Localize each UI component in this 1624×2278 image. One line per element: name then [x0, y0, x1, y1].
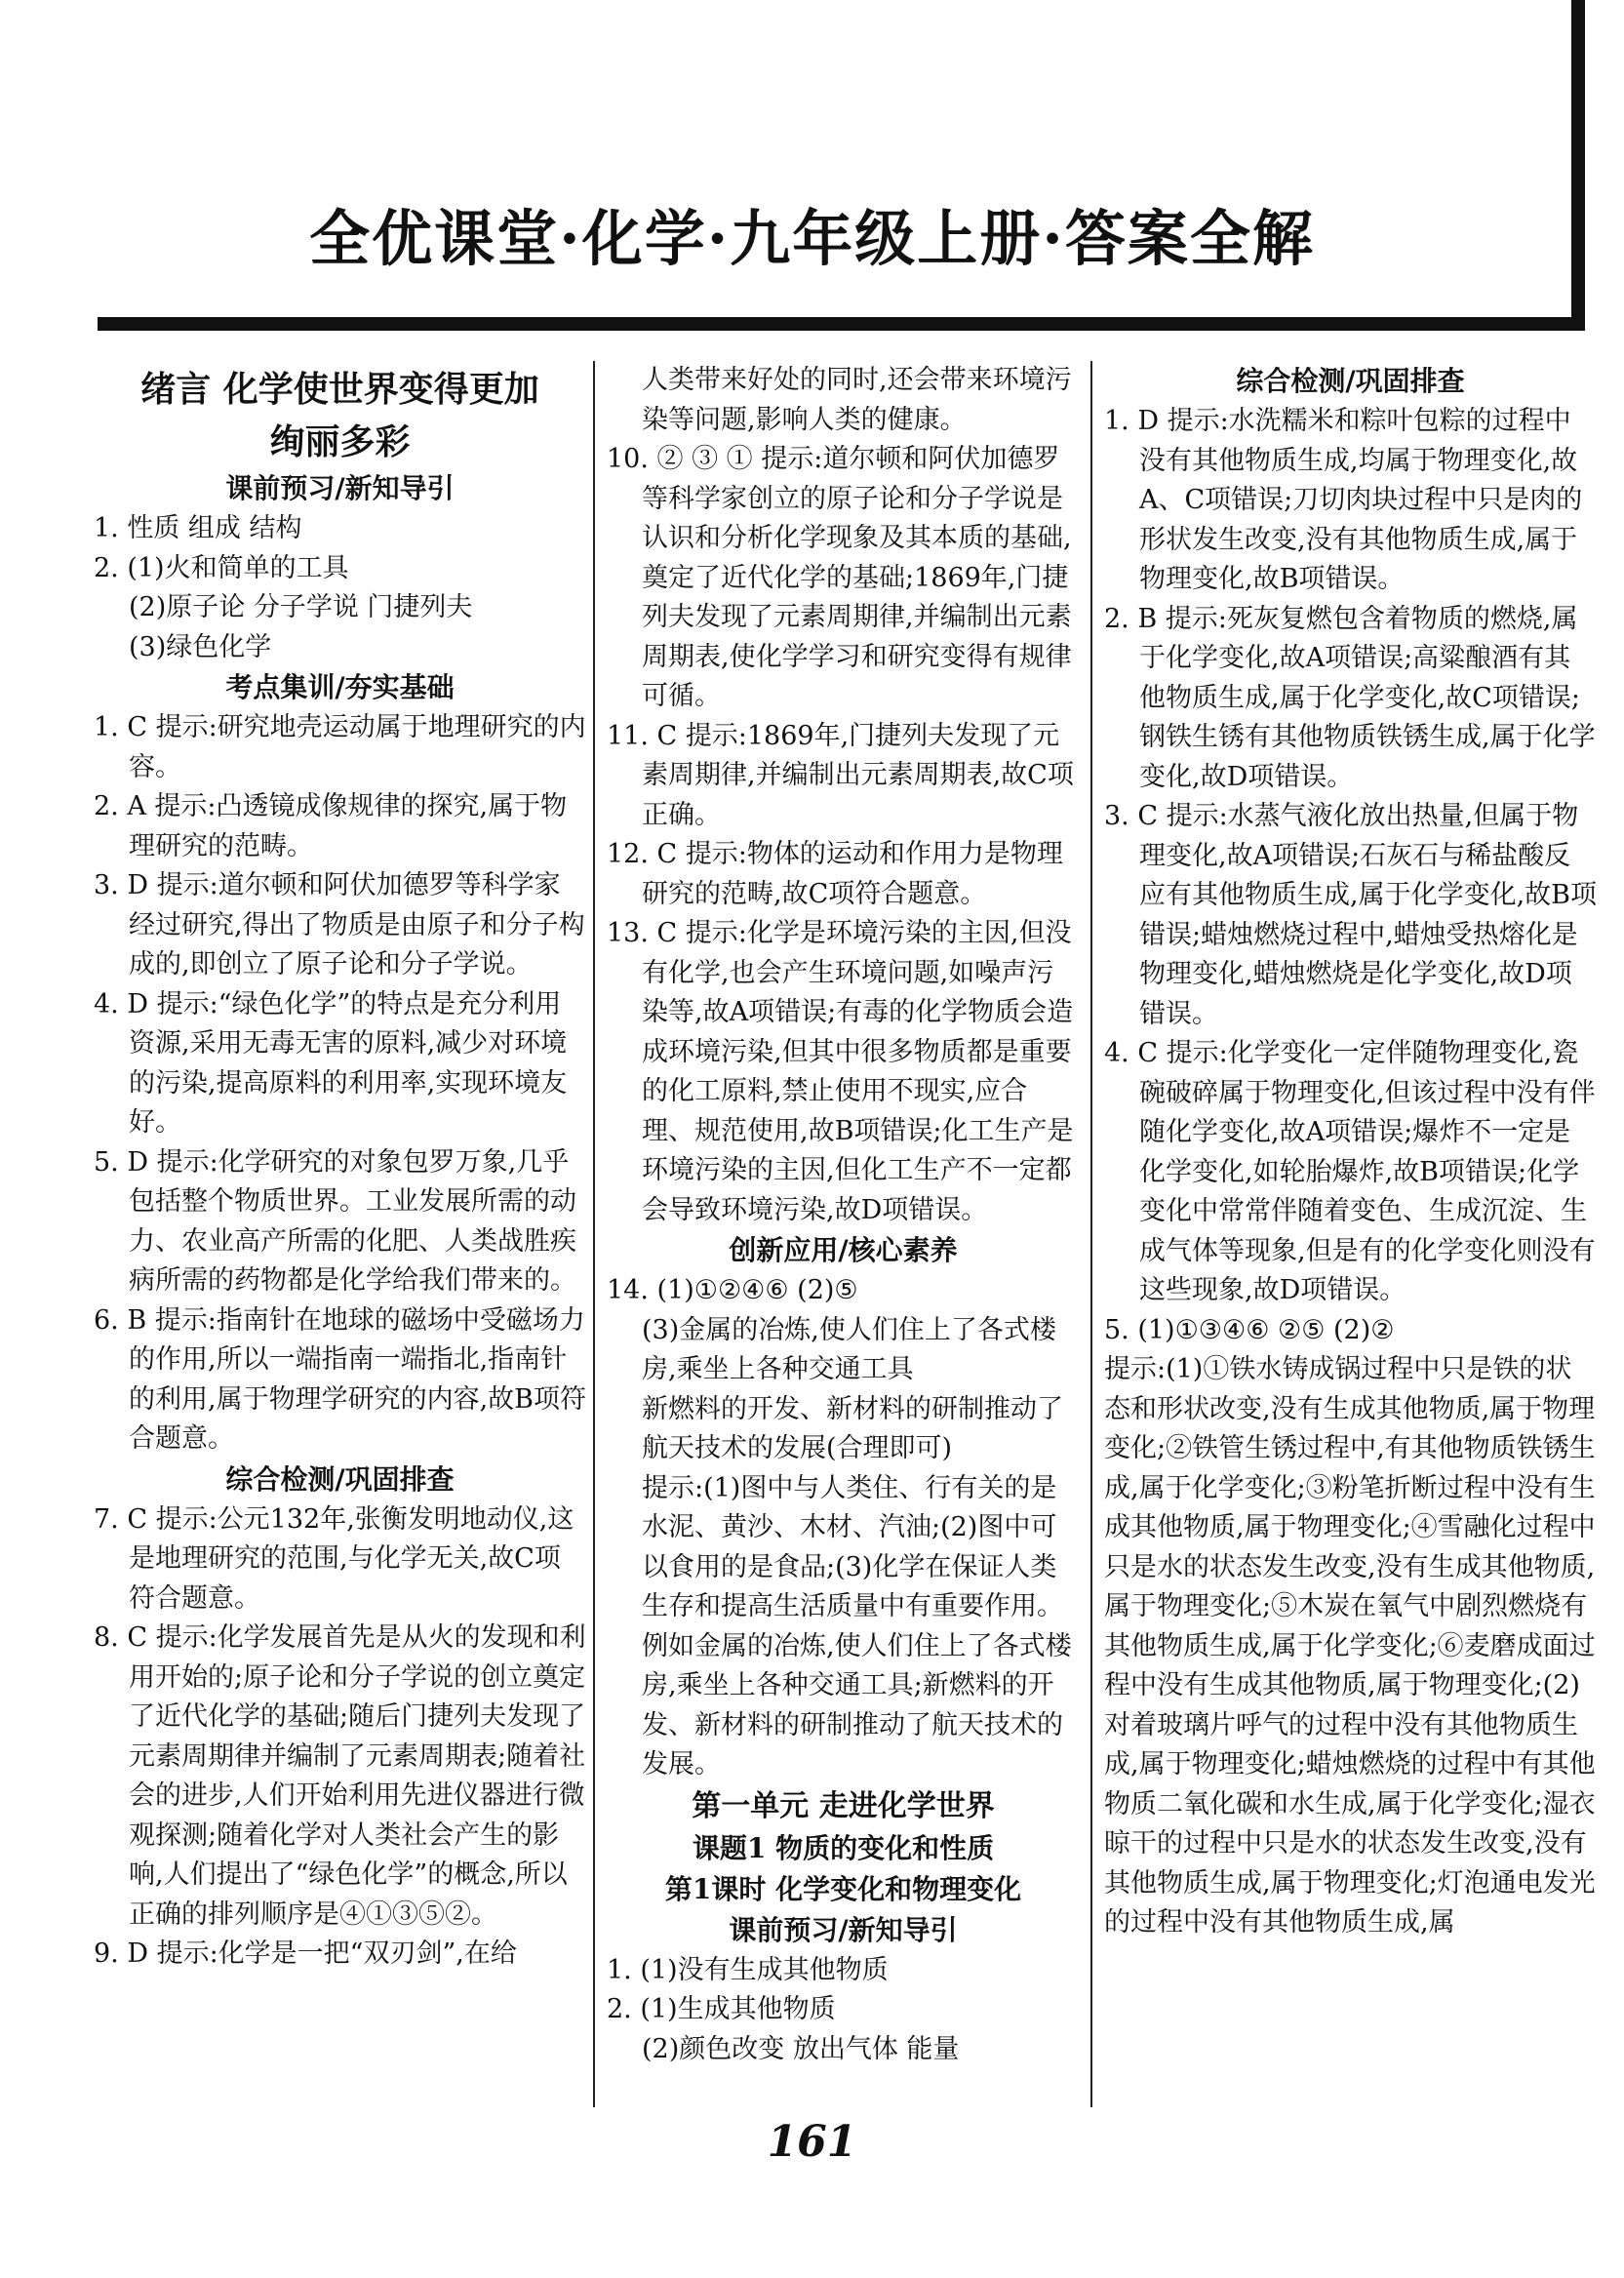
- column-divider-2: [1090, 361, 1092, 2107]
- answer-item: 2. (1)生成其他物质: [607, 1994, 836, 2024]
- answer-column-2: [607, 361, 1080, 2107]
- chapter-heading: 绪言 化学使世界变得更加: [140, 369, 539, 410]
- answer-column-1: [94, 361, 586, 2107]
- answer-item: 4. D 提示:“绿色化学”的特点是充分利用资源,采用无毒无害的原料,减少对环境的污染,提高原料的利用率,实现环境友好。: [94, 988, 568, 1138]
- answer-item: 9. D 提示:化学是一把“双刃剑”,在给: [94, 1938, 517, 1969]
- section-heading: 课前预习/新知导引: [729, 1913, 958, 1946]
- answer-item: 3. D 提示:道尔顿和阿伏加德罗等科学家经过研究,得出了物质是由原子和分子构成的,即创立了原子论和分子学说。: [94, 870, 585, 979]
- answer-subline: 新燃料的开发、新材料的研制推动了航天技术的发展(合理即可): [642, 1393, 1063, 1463]
- answer-item: 1. (1)没有生成其他物质: [607, 1954, 889, 1985]
- answer-item: 5. D 提示:化学研究的对象包罗万象,几乎包括整个物质世界。工业发展所需的动力、农业高产所需的化肥、人类战胜疾病所需的药物都是化学给我们带来的。: [94, 1146, 576, 1296]
- answer-item: 10. ② ③ ① 提示:道尔顿和阿伏加德罗等科学家创立的原子论和分子学说是认识和分析化学现象及其本质的基础,奠定了近代化学的基础;1869年,门捷列夫发现了元素周期律,并编制出元素周期表,使化学学习和研究变得有规律可循。: [607, 444, 1072, 711]
- answer-item: 2. A 提示:凸透镜成像规律的探究,属于物理研究的范畴。: [94, 791, 568, 861]
- answer-subline: (3)金属的冶炼,使人们住上了各式楼房,乘坐上各种交通工具: [642, 1314, 1056, 1384]
- answer-item: 12. C 提示:物体的运动和作用力是物理研究的范畴,故C项符合题意。: [607, 839, 1063, 909]
- lesson-heading: 第1课时 化学变化和物理变化: [664, 1872, 1022, 1905]
- answer-item: 5. (1)①③④⑥ ②⑤ (2)②: [1104, 1314, 1395, 1345]
- answer-item: 1. D 提示:水洗糯米和粽叶包粽的过程中没有其他物质生成,均属于物理变化,故A、C项错误;刀切肉块过程中只是肉的形状发生改变,没有其他物质生成,属于物理变化,故B项错误。: [1104, 406, 1583, 594]
- unit-heading: 第一单元 走进化学世界: [692, 1788, 995, 1823]
- chapter-heading: 绚丽多彩: [269, 421, 411, 462]
- lesson-heading: 课题1 物质的变化和性质: [692, 1831, 995, 1864]
- answer-item: 4. C 提示:化学变化一定伴随物理变化,瓷碗破碎属于物理变化,但该过程中没有伴随化学变化,故A项错误;爆炸不一定是化学变化,如轮胎爆炸,故B项错误;化学变化中常常伴随着变色、生成沉淀、生成气体等现象,但是有的化学变化则没有这些现象,故D项错误。: [1104, 1038, 1596, 1305]
- answer-item: 3. C 提示:水蒸气液化放出热量,但属于物理变化,故A项错误;石灰石与稀盐酸反应有其他物质生成,属于化学变化,故B项错误;蜡烛燃烧过程中,蜡烛受热熔化是物理变化,蜡烛燃烧是化学变化,故D项错误。: [1104, 801, 1597, 1029]
- answer-item: 11. C 提示:1869年,门捷列夫发现了元素周期律,并编制出元素周期表,故C项正确。: [607, 720, 1074, 830]
- answer-subline: (3)绿色化学: [129, 631, 272, 662]
- answer-column-3: [1104, 361, 1597, 2107]
- section-heading: 创新应用/核心素养: [729, 1234, 958, 1266]
- section-heading: 综合检测/巩固排查: [225, 1462, 455, 1496]
- answer-item: 14. (1)①②④⑥ (2)⑤: [607, 1275, 858, 1305]
- answer-subline: (2)颜色改变 放出气体 能量: [642, 2033, 960, 2064]
- page-title: 全优课堂·化学·九年级上册·答案全解: [309, 203, 1315, 274]
- section-heading: 课前预习/新知导引: [225, 472, 455, 504]
- page-number: 161: [767, 2117, 857, 2167]
- answer-item: 13. C 提示:化学是环境污染的主因,但没有化学,也会产生环境问题,如噪声污染等,故A项错误;有毒的化学物质会造成环境污染,但其中很多物质都是重要的化工原料,禁止使用不现实,应合理、规范使用,故B项错误;化工生产是环境污染的主因,但化工生产不一定都会导致环境污染,故D项错误。: [607, 918, 1074, 1225]
- answer-item: 2. B 提示:死灰复燃包含着物质的燃烧,属于化学变化,故A项错误;高粱酿酒有其他物质生成,属于化学变化,故C项错误;钢铁生锈有其他物质铁锈生成,属于化学变化,故D项错误。: [1104, 603, 1596, 792]
- answer-item: 1. 性质 组成 结构: [94, 513, 302, 543]
- answer-item: 2. (1)火和简单的工具: [94, 552, 349, 583]
- title-rule: [98, 317, 1585, 331]
- answer-item: 1. C 提示:研究地壳运动属于地理研究的内容。: [94, 712, 586, 782]
- answer-subline: 提示:(1)图中与人类住、行有关的是水泥、黄沙、木材、汽油;(2)图中可以食用的是食品;(3)化学在保证人类生存和提高生活质量中有重要作用。例如金属的冶炼,使人们住上了各式楼房,乘坐上各种交通工具;新燃料的开发、新材料的研制推动了航天技术的发展。: [642, 1472, 1072, 1779]
- section-heading: 综合检测/巩固排查: [1236, 365, 1465, 397]
- section-heading: 考点集训/夯实基础: [225, 671, 455, 703]
- title-rule-corner: [1571, 0, 1585, 331]
- answer-item: 6. B 提示:指南针在地球的磁场中受磁场力的作用,所以一端指南一端指北,指南针的利用,属于物理学研究的内容,故B项符合题意。: [94, 1304, 586, 1454]
- answer-subline: (2)原子论 分子学说 门捷列夫: [129, 592, 473, 622]
- answer-subline: 人类带来好处的同时,还会带来环境污染等问题,影响人类的健康。: [642, 365, 1072, 435]
- answer-item: 8. C 提示:化学发展首先是从火的发现和利用开始的;原子论和分子学说的创立奠定了近代化学的基础;随后门捷列夫发现了元素周期律并编制了元素周期表;随着社会的进步,人们开始利用先进仪器进行微观探测;随着化学对人类社会产生的影响,人们提出了“绿色化学”的概念,所以正确的排列顺序是④①③⑤②。: [94, 1622, 586, 1930]
- answer-explanation: 提示:(1)①铁水铸成锅过程中只是铁的状态和形状改变,没有生成其他物质,属于物理变化;②铁管生锈过程中,有其他物质铁锈生成,属于化学变化;③粉笔折断过程中没有生成其他物质,属于物理变化;④雪融化过程中只是水的状态发生改变,没有生成其他物质,属于物理变化;⑤木炭在氧气中剧烈燃烧有其他物质生成,属于化学变化;⑥麦磨成面过程中没有生成其他物质,属于物理变化;(2)对着玻璃片呼气的过程中没有其他物质生成,属于物理变化;蜡烛燃烧的过程中有其他物质二氧化碳和水生成,属于化学变化;湿衣晾干的过程中只是水的状态发生改变,没有其他物质生成,属于物理变化;灯泡通电发光的过程中没有其他物质生成,属: [1104, 1354, 1596, 1938]
- answer-item: 7. C 提示:公元132年,张衡发明地动仪,这是地理研究的范围,与化学无关,故C项符合题意。: [94, 1503, 574, 1614]
- column-divider-1: [593, 361, 595, 2107]
